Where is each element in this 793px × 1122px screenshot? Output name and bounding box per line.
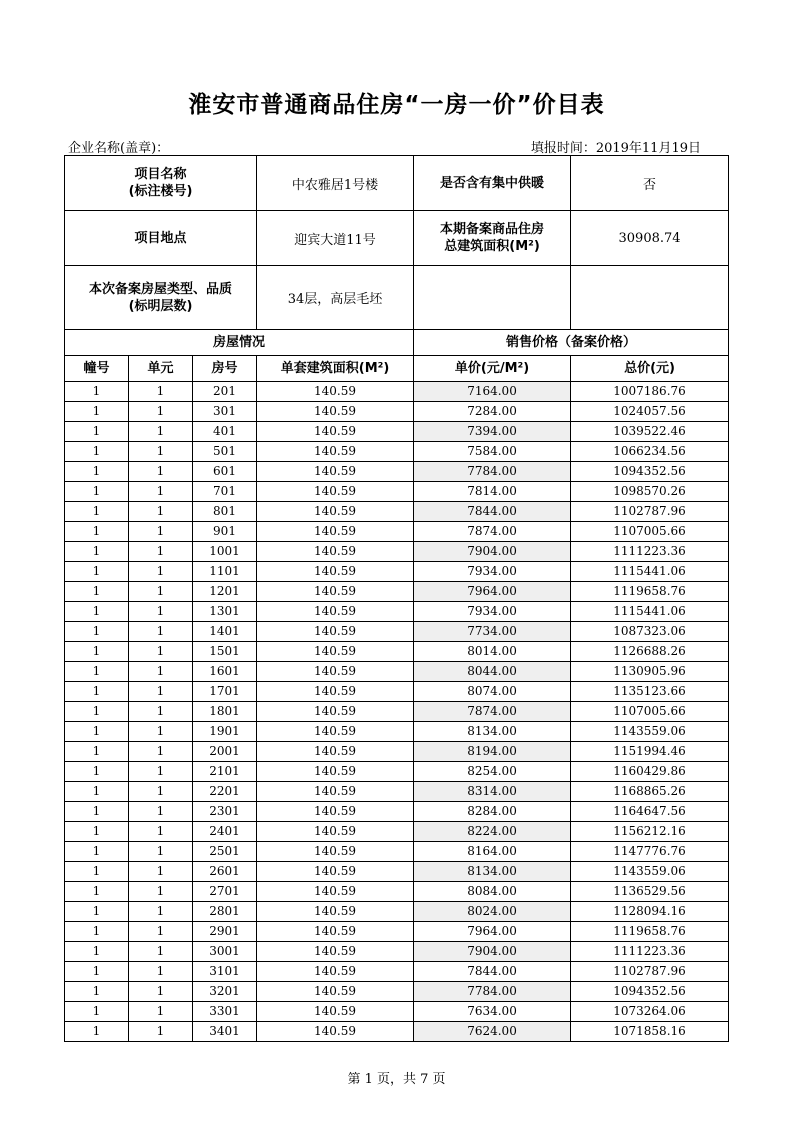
table-row [65, 602, 729, 622]
table-cell: 140.59 [257, 842, 414, 862]
table-cell: 501 [193, 442, 257, 462]
table-cell: 1101 [193, 562, 257, 582]
table-cell: 8024.00 [414, 902, 571, 922]
table-row [65, 402, 729, 422]
table-cell: 7814.00 [414, 482, 571, 502]
table-cell: 1 [129, 702, 193, 722]
table-cell: 7904.00 [414, 942, 571, 962]
table-row [65, 662, 729, 682]
table-cell: 8164.00 [414, 842, 571, 862]
project-name-value: 中农雅居1号楼 [257, 156, 414, 211]
table-cell: 140.59 [257, 642, 414, 662]
table-cell: 1 [65, 702, 129, 722]
column-header: 房号 [193, 356, 257, 382]
table-cell: 1136529.56 [571, 882, 729, 902]
table-cell: 140.59 [257, 862, 414, 882]
project-name-label: 项目名称 (标注楼号) [65, 156, 257, 211]
table-cell: 1107005.66 [571, 702, 729, 722]
table-cell: 1 [129, 1002, 193, 1022]
table-cell: 1160429.86 [571, 762, 729, 782]
table-cell: 1 [65, 662, 129, 682]
table-cell: 701 [193, 482, 257, 502]
table-cell: 8284.00 [414, 802, 571, 822]
table-cell: 1 [65, 682, 129, 702]
table-cell: 1130905.96 [571, 662, 729, 682]
page-title: 淮安市普通商品住房“一房一价”价目表 [188, 92, 605, 118]
table-cell: 3001 [193, 942, 257, 962]
table-cell: 140.59 [257, 1002, 414, 1022]
table-cell: 1073264.06 [571, 1002, 729, 1022]
table-cell: 1039522.46 [571, 422, 729, 442]
table-cell: 1 [129, 862, 193, 882]
table-row [65, 462, 729, 482]
table-cell: 140.59 [257, 662, 414, 682]
table-cell: 7934.00 [414, 562, 571, 582]
table-cell: 7164.00 [414, 382, 571, 402]
table-cell: 140.59 [257, 782, 414, 802]
column-header: 幢号 [65, 356, 129, 382]
table-cell: 8074.00 [414, 682, 571, 702]
table-cell: 1 [65, 642, 129, 662]
table-cell: 1 [129, 882, 193, 902]
table-cell: 1 [129, 382, 193, 402]
table-cell: 1301 [193, 602, 257, 622]
table-cell: 7874.00 [414, 702, 571, 722]
table-cell: 140.59 [257, 742, 414, 762]
table-cell: 1 [65, 822, 129, 842]
table-cell: 7844.00 [414, 962, 571, 982]
table-cell: 1 [129, 402, 193, 422]
table-cell: 140.59 [257, 442, 414, 462]
table-cell: 1 [65, 482, 129, 502]
table-cell: 1 [129, 442, 193, 462]
table-cell: 140.59 [257, 542, 414, 562]
table-row [65, 922, 729, 942]
table-row [65, 842, 729, 862]
table-row [65, 722, 729, 742]
table-cell: 1024057.56 [571, 402, 729, 422]
location-value: 迎宾大道11号 [257, 211, 414, 266]
table-cell: 1 [129, 542, 193, 562]
table-cell: 1 [129, 922, 193, 942]
table-cell: 1 [65, 422, 129, 442]
location-label: 项目地点 [65, 211, 257, 266]
table-cell: 140.59 [257, 982, 414, 1002]
table-cell: 1 [65, 602, 129, 622]
table-cell: 7634.00 [414, 1002, 571, 1022]
table-cell: 3301 [193, 1002, 257, 1022]
table-row [65, 902, 729, 922]
table-cell: 1 [129, 642, 193, 662]
table-cell: 2001 [193, 742, 257, 762]
heating-label: 是否含有集中供暖 [414, 156, 571, 211]
table-cell: 1094352.56 [571, 462, 729, 482]
table-cell: 1 [65, 622, 129, 642]
table-cell: 140.59 [257, 902, 414, 922]
table-cell: 1 [129, 902, 193, 922]
table-cell: 1501 [193, 642, 257, 662]
table-row [65, 482, 729, 502]
table-cell: 201 [193, 382, 257, 402]
table-cell: 1 [129, 782, 193, 802]
table-cell: 1701 [193, 682, 257, 702]
table-cell: 1801 [193, 702, 257, 722]
table-cell: 8314.00 [414, 782, 571, 802]
table-row [65, 782, 729, 802]
table-row [65, 962, 729, 982]
price-table [64, 155, 729, 1042]
table-row [65, 502, 729, 522]
table-cell: 2401 [193, 822, 257, 842]
table-row [65, 942, 729, 962]
table-cell: 1 [65, 902, 129, 922]
table-cell: 2101 [193, 762, 257, 782]
table-cell: 1 [129, 662, 193, 682]
empty-cell [571, 266, 729, 330]
table-row [65, 762, 729, 782]
table-cell: 7624.00 [414, 1022, 571, 1042]
table-cell: 1401 [193, 622, 257, 642]
table-cell: 1901 [193, 722, 257, 742]
table-cell: 8254.00 [414, 762, 571, 782]
table-cell: 1098570.26 [571, 482, 729, 502]
table-cell: 7734.00 [414, 622, 571, 642]
table-cell: 7904.00 [414, 542, 571, 562]
column-header: 单套建筑面积(M²) [257, 356, 414, 382]
table-cell: 8134.00 [414, 722, 571, 742]
column-header-row [65, 356, 729, 382]
table-cell: 7934.00 [414, 602, 571, 622]
table-cell: 1066234.56 [571, 442, 729, 462]
table-cell: 7584.00 [414, 442, 571, 462]
table-cell: 1 [65, 442, 129, 462]
table-cell: 1 [129, 482, 193, 502]
table-cell: 140.59 [257, 482, 414, 502]
column-header: 单价(元/M²) [414, 356, 571, 382]
table-cell: 7284.00 [414, 402, 571, 422]
table-cell: 7874.00 [414, 522, 571, 542]
table-cell: 1 [129, 462, 193, 482]
table-cell: 7964.00 [414, 582, 571, 602]
heating-value: 否 [571, 156, 729, 211]
area-value: 30908.74 [571, 211, 729, 266]
table-cell: 1168865.26 [571, 782, 729, 802]
table-row [65, 882, 729, 902]
table-cell: 1 [129, 742, 193, 762]
table-cell: 1 [129, 1022, 193, 1042]
table-cell: 1126688.26 [571, 642, 729, 662]
table-cell: 1 [129, 622, 193, 642]
table-row [65, 862, 729, 882]
table-row [65, 802, 729, 822]
table-cell: 8224.00 [414, 822, 571, 842]
table-cell: 1 [65, 762, 129, 782]
table-cell: 1 [129, 682, 193, 702]
table-cell: 901 [193, 522, 257, 542]
table-cell: 140.59 [257, 562, 414, 582]
table-cell: 2701 [193, 882, 257, 902]
table-cell: 601 [193, 462, 257, 482]
table-cell: 1 [65, 962, 129, 982]
section-price: 销售价格（备案价格） [414, 330, 729, 356]
table-cell: 1 [65, 802, 129, 822]
table-cell: 2801 [193, 902, 257, 922]
table-cell: 8014.00 [414, 642, 571, 662]
table-cell: 3401 [193, 1022, 257, 1042]
table-cell: 7784.00 [414, 982, 571, 1002]
table-cell: 1 [129, 842, 193, 862]
table-cell: 1128094.16 [571, 902, 729, 922]
table-row [65, 982, 729, 1002]
table-cell: 1143559.06 [571, 862, 729, 882]
table-row [65, 1002, 729, 1022]
table-cell: 1 [65, 502, 129, 522]
table-cell: 1071858.16 [571, 1022, 729, 1042]
table-cell: 8044.00 [414, 662, 571, 682]
table-cell: 1 [65, 542, 129, 562]
table-row [65, 382, 729, 402]
table-row [65, 422, 729, 442]
table-cell: 140.59 [257, 502, 414, 522]
table-cell: 1 [65, 722, 129, 742]
table-cell: 1111223.36 [571, 942, 729, 962]
table-cell: 8084.00 [414, 882, 571, 902]
table-cell: 1 [129, 522, 193, 542]
table-cell: 2301 [193, 802, 257, 822]
table-row [65, 442, 729, 462]
table-cell: 1094352.56 [571, 982, 729, 1002]
table-cell: 8194.00 [414, 742, 571, 762]
table-cell: 1151994.46 [571, 742, 729, 762]
table-cell: 1143559.06 [571, 722, 729, 742]
table-cell: 1 [129, 582, 193, 602]
table-cell: 140.59 [257, 762, 414, 782]
table-cell: 1 [65, 462, 129, 482]
table-cell: 1107005.66 [571, 522, 729, 542]
table-row [65, 582, 729, 602]
table-cell: 140.59 [257, 922, 414, 942]
table-cell: 301 [193, 402, 257, 422]
table-cell: 2601 [193, 862, 257, 882]
table-cell: 140.59 [257, 382, 414, 402]
table-cell: 1 [65, 842, 129, 862]
table-cell: 140.59 [257, 722, 414, 742]
table-cell: 1001 [193, 542, 257, 562]
table-cell: 140.59 [257, 942, 414, 962]
table-cell: 1119658.76 [571, 922, 729, 942]
table-cell: 1 [65, 562, 129, 582]
table-cell: 2201 [193, 782, 257, 802]
table-cell: 140.59 [257, 882, 414, 902]
table-cell: 1 [65, 782, 129, 802]
table-cell: 1 [65, 402, 129, 422]
table-row [65, 822, 729, 842]
table-cell: 1147776.76 [571, 842, 729, 862]
table-cell: 140.59 [257, 802, 414, 822]
table-cell: 8134.00 [414, 862, 571, 882]
type-label: 本次备案房屋类型、品质 (标明层数) [65, 266, 257, 330]
table-cell: 801 [193, 502, 257, 522]
table-cell: 1 [129, 562, 193, 582]
table-cell: 1102787.96 [571, 502, 729, 522]
table-row [65, 622, 729, 642]
table-cell: 1 [129, 802, 193, 822]
table-row [65, 742, 729, 762]
table-row [65, 562, 729, 582]
table-cell: 1 [129, 722, 193, 742]
table-cell: 140.59 [257, 422, 414, 442]
table-cell: 1201 [193, 582, 257, 602]
table-cell: 140.59 [257, 602, 414, 622]
table-cell: 1111223.36 [571, 542, 729, 562]
table-cell: 1 [65, 882, 129, 902]
table-cell: 1 [65, 922, 129, 942]
table-cell: 1 [129, 822, 193, 842]
table-cell: 401 [193, 422, 257, 442]
table-cell: 7784.00 [414, 462, 571, 482]
table-cell: 1 [65, 1002, 129, 1022]
table-row [65, 542, 729, 562]
table-cell: 140.59 [257, 622, 414, 642]
section-house: 房屋情况 [65, 330, 414, 356]
table-cell: 1 [129, 982, 193, 1002]
table-cell: 140.59 [257, 402, 414, 422]
table-row [65, 522, 729, 542]
table-cell: 2501 [193, 842, 257, 862]
table-cell: 140.59 [257, 962, 414, 982]
table-cell: 1164647.56 [571, 802, 729, 822]
table-cell: 1 [129, 422, 193, 442]
type-value: 34层，高层毛坯 [257, 266, 414, 330]
table-cell: 1156212.16 [571, 822, 729, 842]
table-cell: 1007186.76 [571, 382, 729, 402]
table-cell: 1 [65, 382, 129, 402]
area-label: 本期备案商品住房 总建筑面积(M²) [414, 211, 571, 266]
table-cell: 1135123.66 [571, 682, 729, 702]
column-header: 总价(元) [571, 356, 729, 382]
table-cell: 1 [65, 982, 129, 1002]
table-cell: 1 [65, 522, 129, 542]
table-cell: 1 [129, 762, 193, 782]
empty-cell [414, 266, 571, 330]
table-cell: 140.59 [257, 522, 414, 542]
table-cell: 140.59 [257, 1022, 414, 1042]
table-cell: 1119658.76 [571, 582, 729, 602]
table-row [65, 682, 729, 702]
table-row [65, 702, 729, 722]
table-cell: 140.59 [257, 462, 414, 482]
table-cell: 1 [129, 962, 193, 982]
fill-time: 填报时间：2019年11月19日 [530, 141, 701, 156]
table-cell: 1 [65, 942, 129, 962]
table-cell: 140.59 [257, 702, 414, 722]
table-cell: 7964.00 [414, 922, 571, 942]
table-cell: 1 [65, 742, 129, 762]
table-cell: 1 [65, 862, 129, 882]
table-cell: 1601 [193, 662, 257, 682]
table-cell: 140.59 [257, 582, 414, 602]
page-footer: 第 1 页，共 7 页 [347, 1072, 446, 1087]
table-cell: 2901 [193, 922, 257, 942]
table-row [65, 642, 729, 662]
table-cell: 1 [65, 582, 129, 602]
table-cell: 3201 [193, 982, 257, 1002]
table-cell: 1 [129, 942, 193, 962]
company-label: 企业名称(盖章)： [68, 141, 170, 156]
table-cell: 1102787.96 [571, 962, 729, 982]
table-body [65, 382, 729, 1042]
table-cell: 1 [65, 1022, 129, 1042]
table-cell: 140.59 [257, 822, 414, 842]
column-header: 单元 [129, 356, 193, 382]
table-cell: 7844.00 [414, 502, 571, 522]
table-cell: 1 [129, 602, 193, 622]
table-cell: 7394.00 [414, 422, 571, 442]
table-cell: 3101 [193, 962, 257, 982]
table-cell: 1115441.06 [571, 562, 729, 582]
table-cell: 140.59 [257, 682, 414, 702]
table-cell: 1 [129, 502, 193, 522]
table-cell: 1115441.06 [571, 602, 729, 622]
table-row [65, 1022, 729, 1042]
table-cell: 1087323.06 [571, 622, 729, 642]
